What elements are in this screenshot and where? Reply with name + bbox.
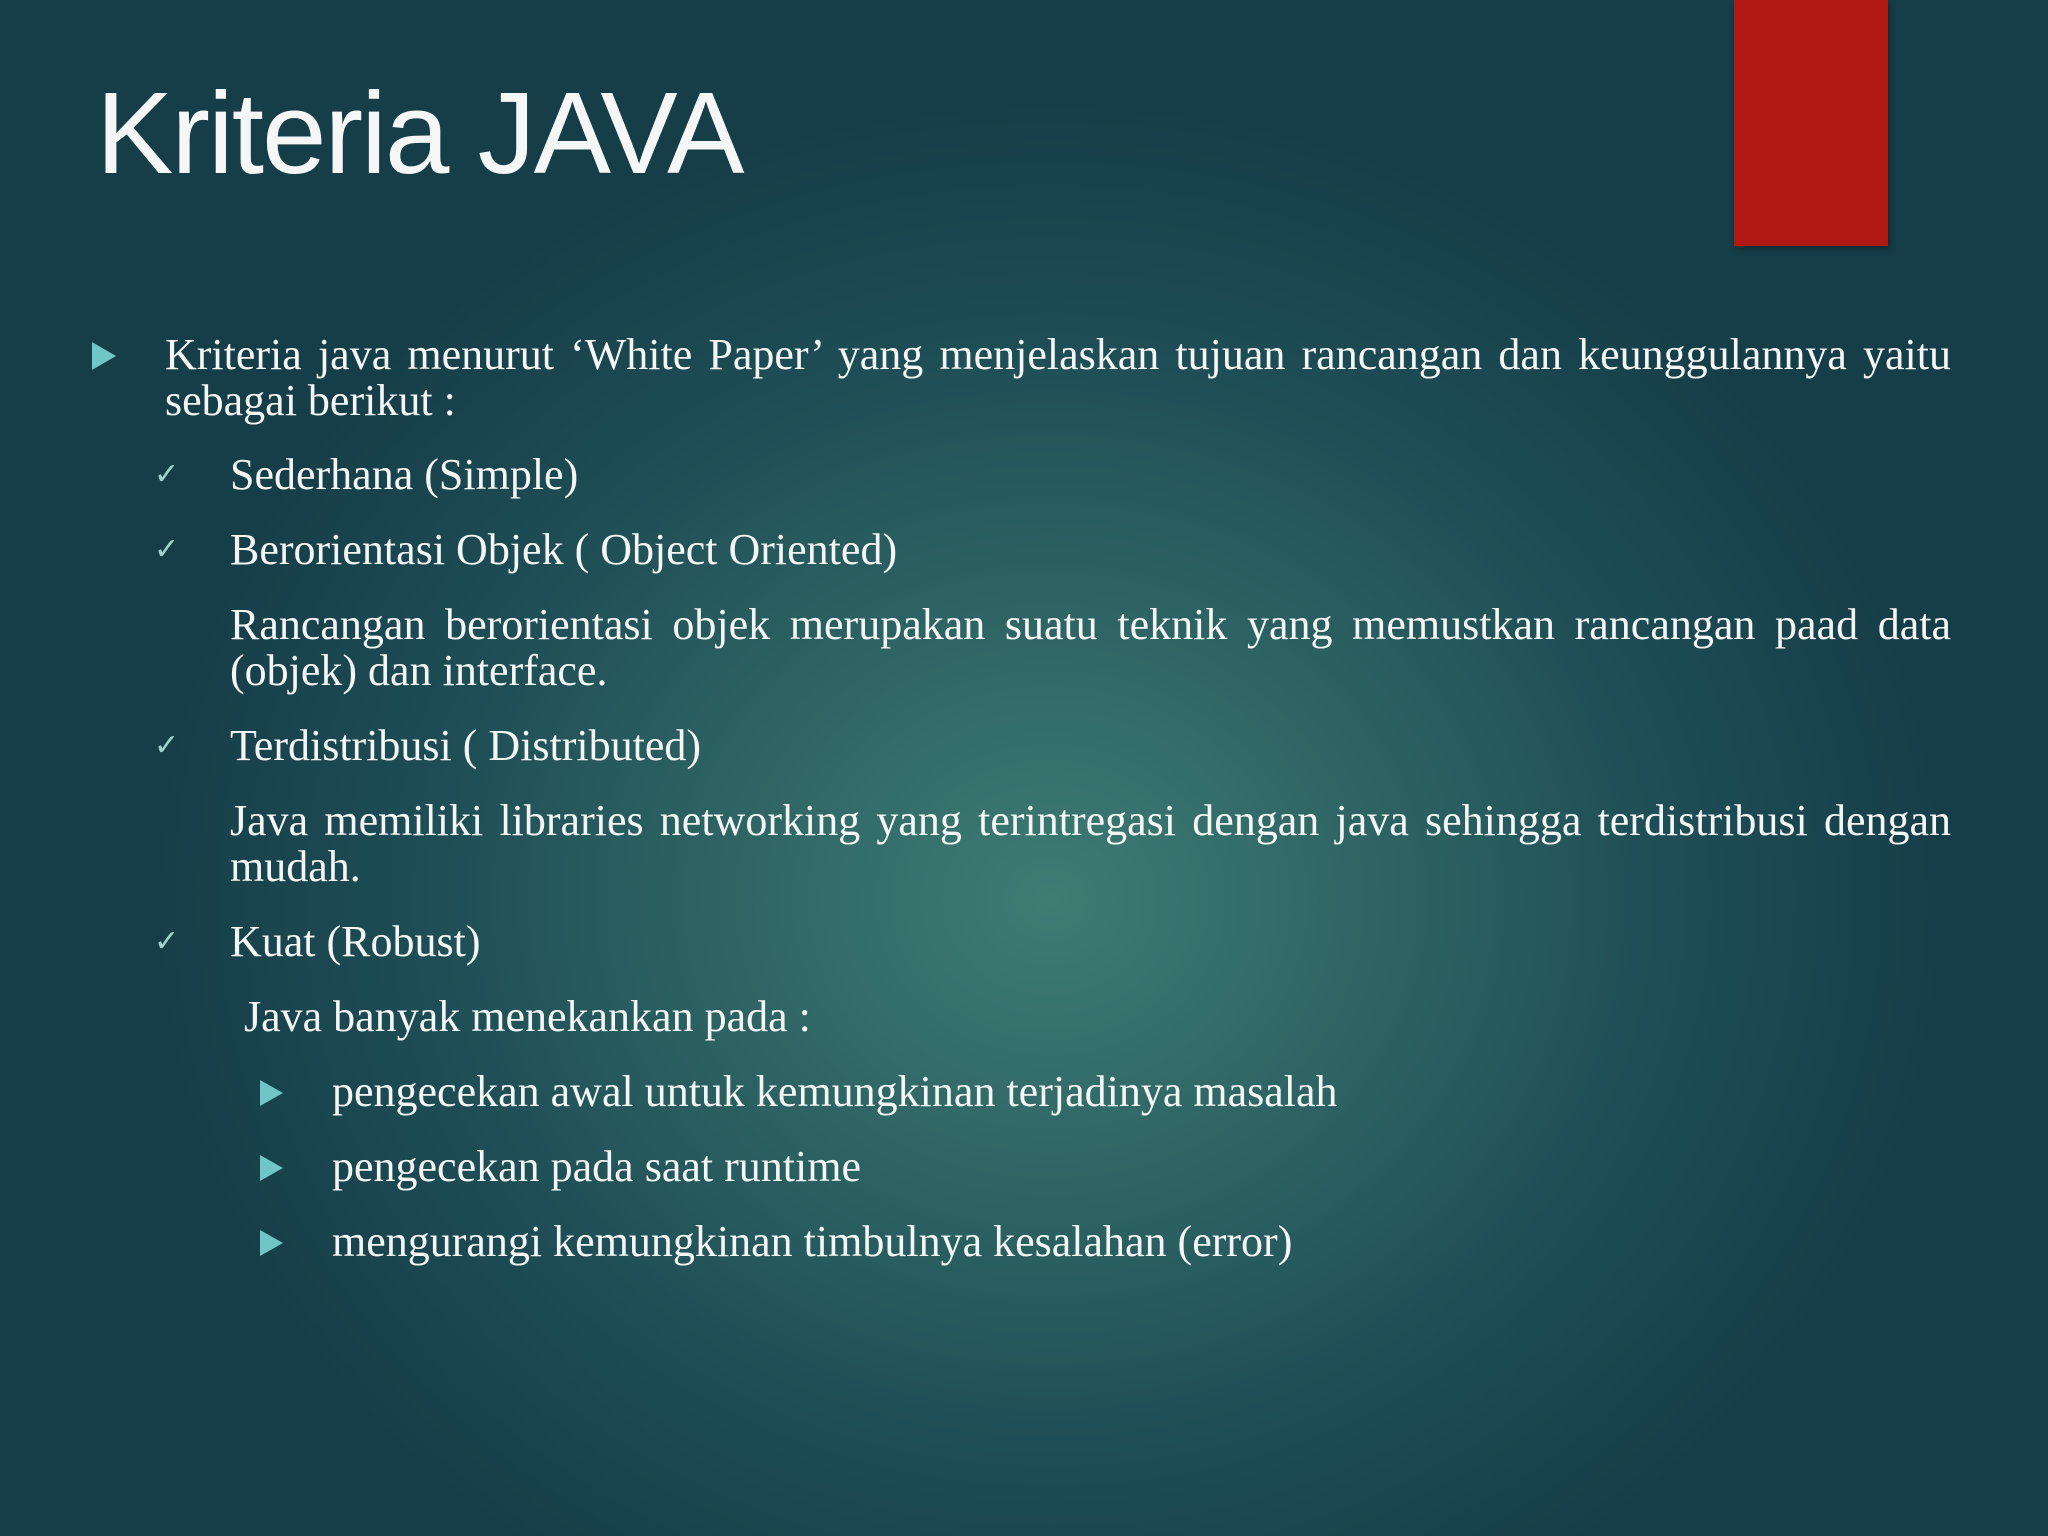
intro-text: Kriteria java menurut ‘White Paper’ yang menjelaskan tujuan rancangan dan keunggulannya yaitu sebagai berikut : [165, 330, 1951, 425]
subitem-text: pengecekan awal untuk kemungkinan terjadinya masalah [332, 1067, 1338, 1116]
item-description: Java memiliki libraries networking yang terintregasi dengan java sehingga terdistribusi dengan mudah. [230, 796, 1951, 891]
item-description: Rancangan berorientasi objek merupakan suatu teknik yang memustkan rancangan paad data (objek) dan interface. [230, 600, 1951, 695]
triangle-right-icon [260, 1155, 283, 1181]
check-icon: ✓ [154, 924, 180, 959]
accent-bar [1734, 0, 1888, 246]
check-icon: ✓ [154, 532, 180, 567]
slide-title: Kriteria JAVA [96, 68, 743, 198]
check-icon: ✓ [154, 457, 180, 492]
subitem-text: pengecekan pada saat runtime [332, 1142, 861, 1191]
triangle-right-icon [260, 1230, 283, 1256]
item-description: Java banyak menekankan pada : [244, 992, 811, 1041]
item-label: Terdistribusi ( Distributed) [230, 721, 702, 770]
check-icon: ✓ [154, 728, 180, 763]
triangle-right-icon [92, 342, 116, 370]
subitem-text: mengurangi kemungkinan timbulnya kesalahan (error) [332, 1217, 1293, 1266]
item-label: Berorientasi Objek ( Object Oriented) [230, 525, 898, 574]
item-label: Sederhana (Simple) [230, 450, 579, 499]
triangle-right-icon [260, 1080, 283, 1106]
item-label: Kuat (Robust) [230, 917, 481, 966]
